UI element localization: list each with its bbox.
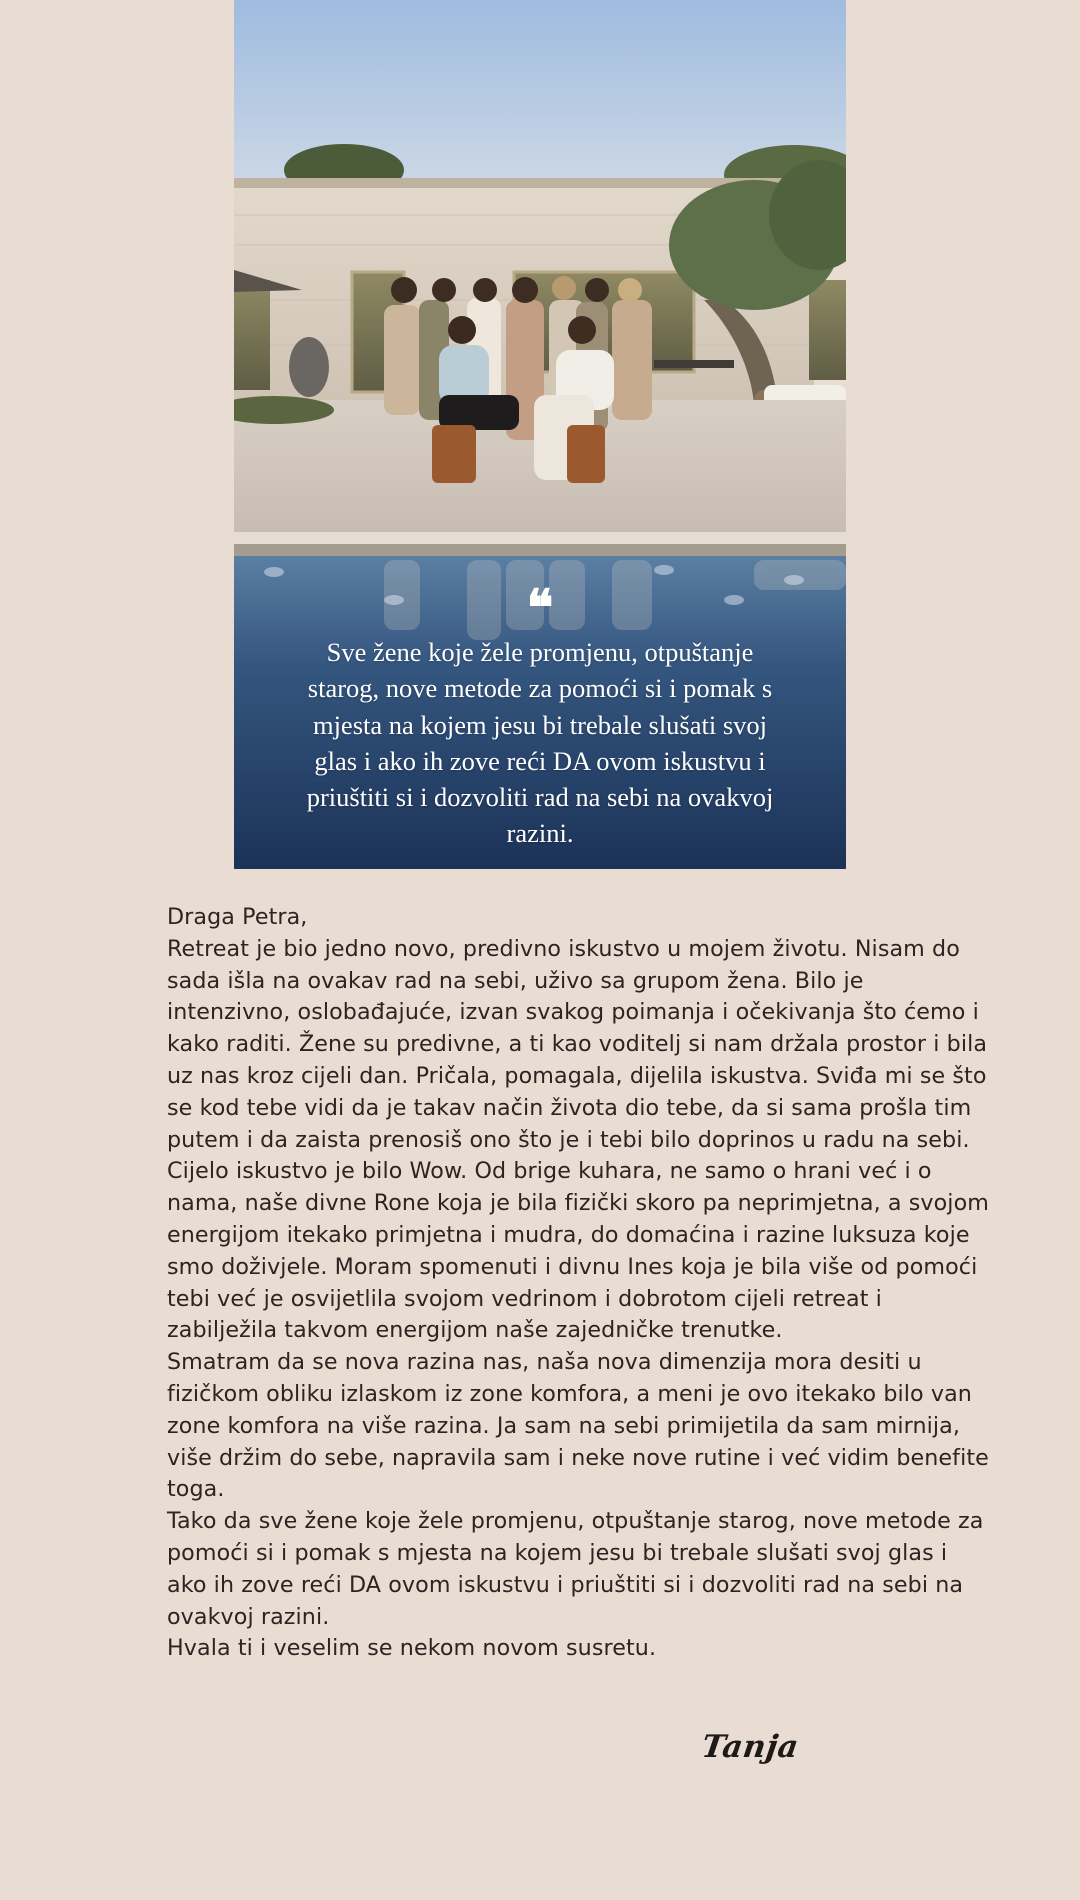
letter-greeting: Draga Petra, (167, 904, 308, 930)
testimonial-photo-card (234, 0, 846, 869)
letter-paragraph: Cijelo iskustvo je bilo Wow. Od brige kuhara, ne samo o hrani već i o nama, naše divne Rone koja je bila fizički skoro pa neprimjetna, a svojom energijom itekako primjetna i mudra, do domaćina i razine luksuza koje smo doživjele. Moram spomenuti i divnu Ines koja je bila više od pomoći tebi već je osvijetlila svojom vedrinom i dobrotom cijeli retreat i zabilježila takvom energijom naše zajedničke trenutke. (167, 1158, 989, 1344)
signature: Tanja (699, 1729, 802, 1765)
letter-paragraph: Smatram da se nova razina nas, naša nova dimenzija mora desiti u fizičkom obliku izlaskom iz zone komfora, a meni je ovo itekako bilo van zone komfora na više razina. Ja sam na sebi primijetila da sam mirnija, više držim do sebe, napravila sam i neke nove rutine i već vidim benefite toga. (167, 1349, 989, 1503)
letter-paragraph: Retreat je bio jedno novo, predivno iskustvo u mojem životu. Nisam do sada išla na ovakav rad na sebi, uživo sa grupom žena. Bilo je intenzivno, oslobađajuće, izvan svakog poimanja i očekivanja što ćemo i kako raditi. Žene su predivne, a ti kao voditelj si nam držala prostor i bila uz nas kroz cijeli dan. Pričala, pomagala, dijelila iskustva. Sviđa mi se što se kod tebe vidi da je takav način života dio tebe, da si sama prošla tim putem i da zaista prenosiš ono što je i tebi bilo doprinos u radu na sebi. (167, 935, 988, 1153)
quote-overlay (234, 578, 846, 852)
quote-mark-icon: ❝ (526, 578, 554, 637)
testimonial-letter (167, 902, 989, 1665)
letter-closing: Hvala ti i veselim se nekom novom susretu. (167, 1635, 657, 1662)
letter-paragraph: Tako da sve žene koje žele promjenu, otpuštanje starog, nove metode za pomoći si i pomak s mjesta na kojem jesu bi trebale slušati svoj glas i ako ih zove reći DA ovom iskustvu i priuštiti si i dozvoliti rad na sebi na ovakvoj razini. (167, 1508, 984, 1630)
quote-text: Sve žene koje žele promjenu, otpuštanje starog, nove metode za pomoći si i pomak s mjesta na kojem jesu bi trebale slušati svoj glas i ako ih zove reći DA ovom iskustvu i priuštiti si i dozvoliti rad na sebi na ovakvoj razini. (306, 637, 774, 849)
